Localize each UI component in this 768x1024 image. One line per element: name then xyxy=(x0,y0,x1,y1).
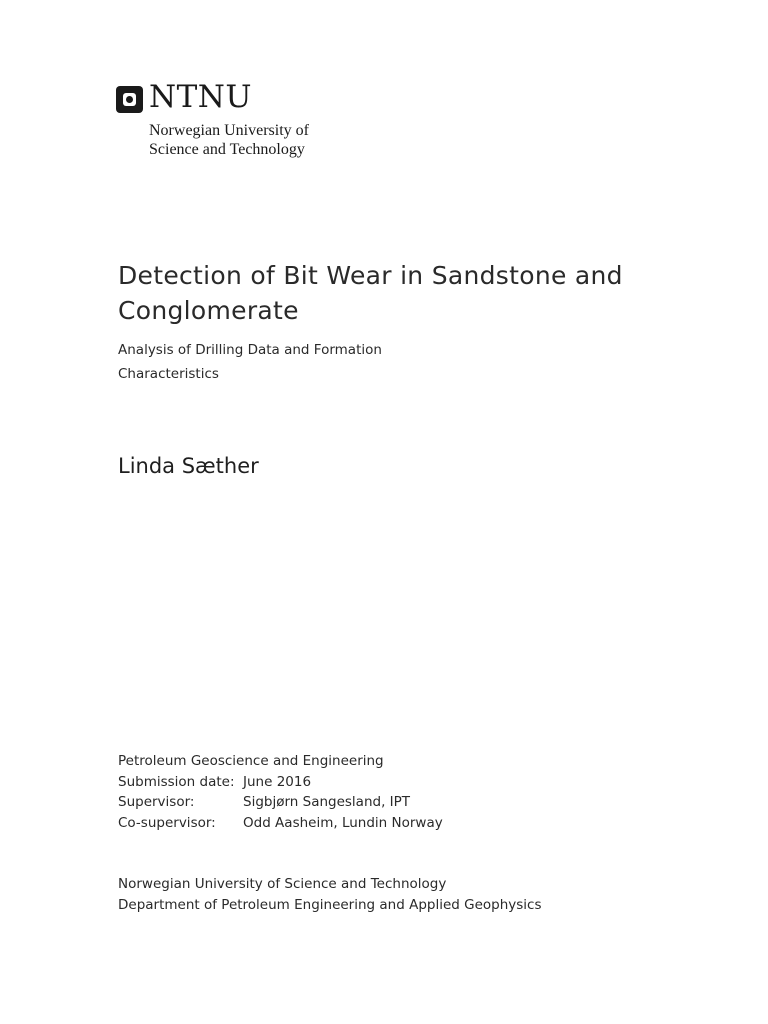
co-supervisor-value: Odd Aasheim, Lundin Norway xyxy=(243,815,443,832)
ntnu-logo-icon xyxy=(116,86,143,113)
logo-subtitle-line-2: Science and Technology xyxy=(149,141,305,158)
supervisor-value: Sigbjørn Sangesland, IPT xyxy=(243,794,411,811)
author-name: Linda Sæther xyxy=(118,454,259,478)
thesis-title: Detection of Bit Wear in Sandstone and Conglomerate xyxy=(118,261,623,325)
logo-subtitle-line-1: Norwegian University of xyxy=(149,122,309,139)
logo-wordmark: NTNU xyxy=(149,79,253,115)
ntnu-logo xyxy=(116,79,376,164)
thesis-subtitle: Analysis of Drilling Data and Formation Characteristics xyxy=(118,342,382,382)
co-supervisor-row xyxy=(118,813,443,834)
programme: Petroleum Geoscience and Engineering xyxy=(118,753,384,769)
programme-row xyxy=(118,751,443,772)
supervisor-label: Supervisor: xyxy=(118,794,195,811)
co-supervisor-label: Co-supervisor: xyxy=(118,815,216,832)
submission-date-label: Submission date: xyxy=(118,773,235,790)
university-name: Norwegian University of Science and Technology xyxy=(118,876,447,892)
department-name: Department of Petroleum Engineering and Applied Geophysics xyxy=(118,896,542,913)
supervisor-row xyxy=(118,792,443,813)
institution-block xyxy=(118,874,542,915)
submission-date-row xyxy=(118,772,443,793)
thesis-details xyxy=(118,751,443,834)
logo-subtitle xyxy=(149,121,309,159)
submission-date-value: June 2016 xyxy=(243,773,312,790)
